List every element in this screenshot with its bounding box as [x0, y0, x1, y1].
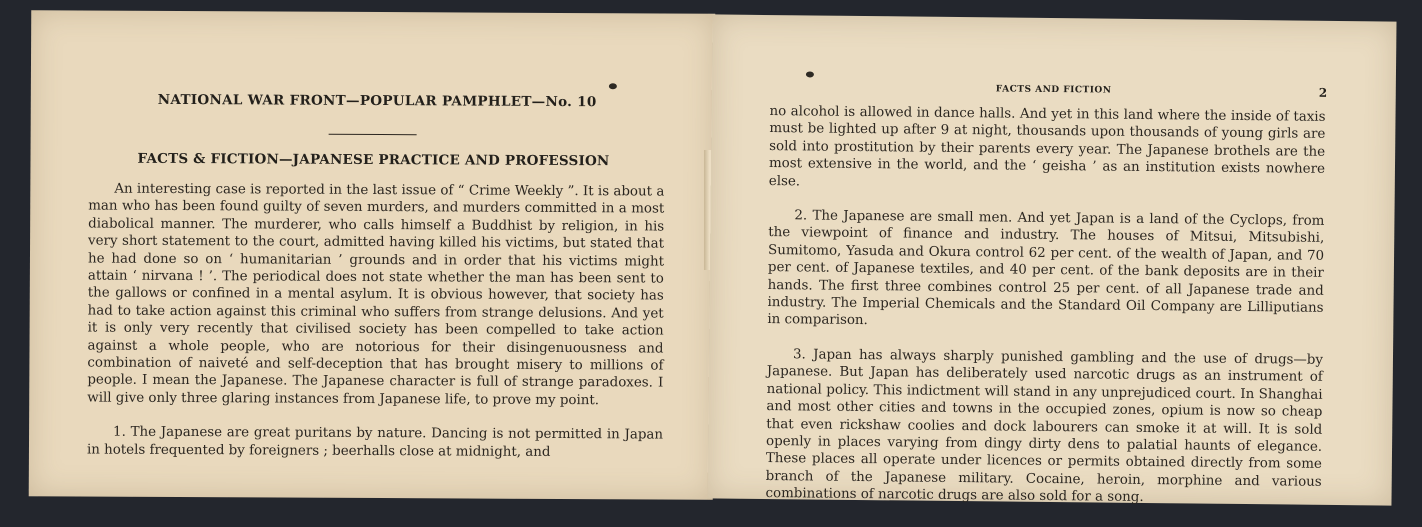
point-1-paragraph: 1. The Japanese are great puritans by nature. Dancing is not permitted in Japan in hotels frequented by foreigners ; beerhalls close at midnight, and [86, 424, 664, 460]
point-3-paragraph: 3. Japan has always sharply punished gambling and the use of drugs—by Japanese. But Japan has deliberately used narcotic drugs as an instrument of national policy. This indictment will stand in any unprejudiced court. In Shanghai and most other cities and towns in the occupied zones, opium is now so cheap that even rickshaw coolies and dock labourers can smoke it at will. It is sold openly in places varying from dingy dirty dens to palatial haunts of elegance. These places all operate under licences or permits obtained directly from some branch of the Japanese military. Cocaine, heroin, morphine and various combinations of narcotic drugs are also sold for a song. [765, 347, 1324, 506]
left-page [29, 10, 716, 500]
point-2-paragraph: 2. The Japanese are small men. And yet Japan is a land of the Cyclops, from the viewpoint of finance and industry. The houses of Mitsui, Mitsubishi, Sumitomo, Yasuda and Okura control 62 per cent. of the wealth of Japan, and 70 per cent. of Japanese textiles, and 40 per cent. of the bank deposits are in their hands. The first three combines control 25 per cent. of all Japanese trade and industry. The Imperial Chemicals and the Standard Oil Company are Lilliputians in comparison. [767, 208, 1325, 329]
left-body-text [87, 181, 664, 462]
series-title: NATIONAL WAR FRONT—POPULAR PAMPHLET—No. 10 [157, 91, 597, 111]
punch-hole [806, 71, 814, 77]
running-head: FACTS AND FICTION [995, 84, 1112, 96]
title-rule [329, 134, 417, 136]
punch-hole [609, 83, 617, 89]
point-1-continued: no alcohol is allowed in dance halls. And yet in this land where the inside of taxis must be lighted up after 9 at night, thousands upon thousands of young girls are sold into prostitution by their parents every year. The Japanese brothels are the most extensive in the world, and the ‘ geisha ’ as an institution exists nowhere else. [768, 104, 1326, 189]
page-number: 2 [1318, 85, 1328, 100]
article-title: FACTS & FICTION—JAPANESE PRACTICE AND PROFESSION [137, 150, 610, 170]
right-page [707, 14, 1396, 505]
right-body-text [765, 103, 1325, 508]
intro-paragraph: An interesting case is reported in the last issue of “ Crime Weekly ”. It is about a man who has been found guilty of seven murders, and murders committed in a most diabolical manner. The murderer, who calls himself a Buddhist by religion, in his very short statement to the court, admitted having killed his victims, but stated that he had done so on ‘ humanitarian ’ grounds and in order that his victims might attain ‘ nirvana ! ’. The periodical does not state whether the man has been sent to the gallows or confined in a mental asylum. It is obvious however, that society has had to take action against this criminal who suffers from strange delusions. And yet it is only very recently that civilised society has been compelled to take action against a whole people, who are notorious for their disingenuousness and combination of naiveté and self-deception that has brought misery to millions of people. I mean the Japanese. The Japanese character is full of strange paradoxes. I will give only three glaring instances from Japanese life, to prove my point. [87, 181, 665, 409]
